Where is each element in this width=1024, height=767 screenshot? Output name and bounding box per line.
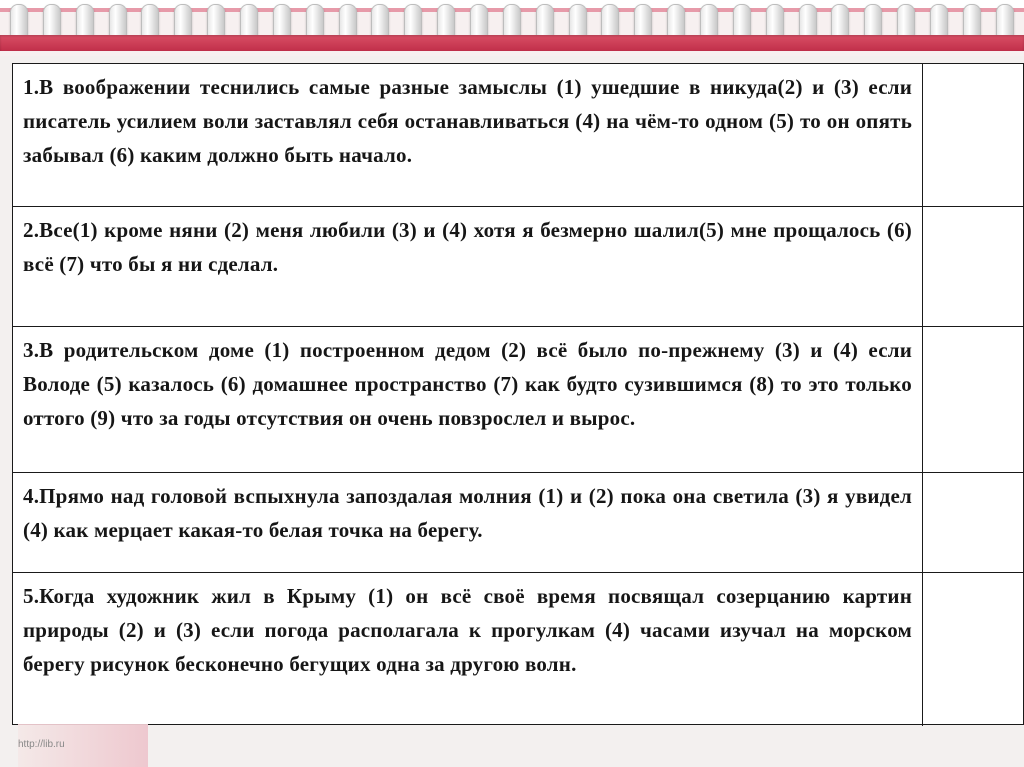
sentence-text: 1.В воображении теснились самые разные замыслы (1) ушедшие в никуда(2) и (3) если писатель усилием воли заставлял себя останавливаться (4) на чём-то одном (5) то он опять забывал (6) каким должно быть начало. (23, 75, 912, 167)
table-row (13, 327, 1023, 473)
answer-cell[interactable] (923, 64, 1023, 206)
answer-cell[interactable] (923, 207, 1023, 326)
table-row (13, 573, 1023, 726)
answer-cell[interactable] (923, 473, 1023, 572)
sentence-text: 3.В родительском доме (1) построенном дедом (2) всё было по-прежнему (3) и (4) если Володе (5) казалось (6) домашнее пространство (7) как будто сузившимся (8) то это только оттого (9) что за годы отсутствия он очень повзрослел и вырос. (23, 338, 912, 430)
footer-url: http://lib.ru (18, 739, 65, 750)
sentence-cell (13, 64, 923, 206)
sentence-text: 5.Когда художник жил в Крыму (1) он всё своё время посвящал созерцанию картин природы (2) и (3) если погода располагала к прогулкам (4) часами изучал на морском берегу рисунок бесконечно бегущих одна за другою волн. (23, 584, 912, 676)
sentence-cell (13, 473, 923, 572)
answer-cell[interactable] (923, 327, 1023, 472)
binding-band (0, 35, 1024, 51)
sentence-text: 4.Прямо над головой вспыхнула запоздалая молния (1) и (2) пока она светила (3) я увидел (4) как мерцает какая-то белая точка на берегу. (23, 484, 912, 542)
exercise-table (12, 63, 1024, 725)
sentence-cell (13, 573, 923, 726)
sentence-text: 2.Все(1) кроме няни (2) меня любили (3) и (4) хотя я безмерно шалил(5) мне прощалось (6) всё (7) что бы я ни сделал. (23, 218, 912, 276)
answer-cell[interactable] (923, 573, 1023, 726)
table-row (13, 64, 1023, 207)
sentence-cell (13, 327, 923, 472)
sentence-cell (13, 207, 923, 326)
table-row (13, 473, 1023, 573)
table-row (13, 207, 1023, 327)
notebook-binding (0, 0, 1024, 56)
